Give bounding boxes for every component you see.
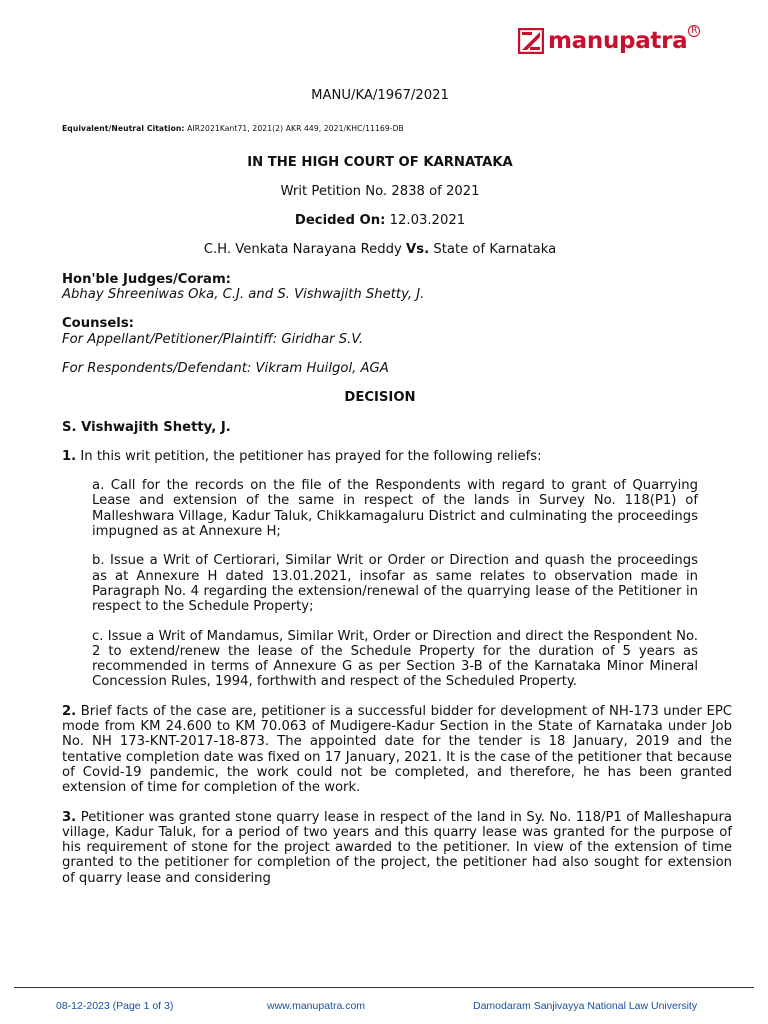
manupatra-logo[interactable] [518, 24, 700, 58]
petition-number: Writ Petition No. 2838 of 2021 [280, 183, 480, 199]
decided-on [62, 213, 698, 228]
judges-names: Abhay Shreeniwas Oka, C.J. and S. Vishwajith Shetty, J. [62, 287, 425, 303]
versus-label: Vs. [406, 242, 430, 258]
relief-c: c. Issue a Writ of Mandamus, Similar Writ, Order or Direction and direct the Respondent No. 2 to extend/renew the lease of the Schedule Property for the duration of 5 years as recommended in terms of Annexure G as per Section 3-B of the Karnataka Minor Mineral Concession Rules, 1994, forthwith and respect of the Scheduled Property. [92, 628, 698, 690]
decided-date: 12.03.2021 [389, 213, 466, 229]
footer-divider [14, 987, 754, 988]
relief-a: a. Call for the records on the file of the Respondents with regard to grant of Quarrying Lease and extension of the same in respect of the lands in Survey No. 118(P1) of Malleshwara Village, Kadur Taluk, Chikkamagaluru District and culminating the proceedings impugned as at Annexure H; [92, 478, 698, 540]
paragraph-text: In this writ petition, the petitioner has prayed for the following reliefs: [76, 448, 542, 464]
registered-mark: R [688, 25, 700, 37]
judges-heading: Hon'ble Judges/Coram: [62, 271, 231, 287]
case-parties [62, 242, 698, 257]
paragraph-3 [62, 810, 732, 886]
footer-website-link[interactable]: www.manupatra.com [267, 1000, 366, 1012]
document-body [62, 86, 732, 886]
equivalent-citation [62, 121, 698, 136]
equivalent-citation-value: AIR2021Kant71, 2021(2) AKR 449, 2021/KHC/11169-DB [187, 124, 404, 134]
logo-wordmark: manupatra [548, 28, 688, 54]
respondent-name: State of Karnataka [433, 242, 557, 258]
decided-label: Decided On: [294, 213, 386, 229]
petitioner-name: C.H. Venkata Narayana Reddy [203, 242, 402, 258]
equivalent-citation-label: Equivalent/Neutral Citation: [62, 124, 185, 134]
manupatra-logo-mark-icon [518, 28, 544, 54]
paragraph-2 [62, 704, 732, 796]
decision-heading: DECISION [344, 390, 416, 406]
citation-number: MANU/KA/1967/2021 [311, 88, 449, 103]
paragraph-number: 2. [62, 703, 77, 719]
counsels-heading: Counsels: [62, 316, 134, 332]
judgment-author: S. Vishwajith Shetty, J. [62, 419, 231, 435]
footer-page-info: 08-12-2023 (Page 1 of 3) [56, 1000, 174, 1012]
paragraph-text: Brief facts of the case are, petitioner is a successful bidder for development of NH-173 under EPC mode from KM 24.600 to KM 70.063 of Mudigere-Kadur Section in the State of Karnataka under Job No. NH 173-KNT-2017-18-873. The appointed date for the tender is 18 January, 2019 and the tentative completion date was fixed on 17 January, 2021. It is the case of the petitioner that because of Covid-19 pandemic, the work could not be completed, and therefore, he has been granted extension of time for completion of the work. [62, 703, 732, 796]
paragraph-number: 3. [62, 809, 77, 825]
paragraph-number: 1. [62, 448, 77, 464]
footer-institution: Damodaram Sanjivayya National Law University [473, 1000, 698, 1012]
paragraph-1 [62, 449, 698, 464]
relief-b: b. Issue a Writ of Certiorari, Similar Writ or Order or Direction and quash the proceedings as at Annexure H dated 13.01.2021, insofar as same relates to observation made in Paragraph No. 4 regarding the extension/renewal of the quarrying lease of the Petitioner in respect to the Schedule Property; [92, 553, 698, 615]
counsel-respondent: For Respondents/Defendant: Vikram Huilgol, AGA [62, 360, 389, 376]
court-name: IN THE HIGH COURT OF KARNATAKA [247, 154, 513, 170]
paragraph-text: Petitioner was granted stone quarry lease in respect of the land in Sy. No. 118/P1 of Malleshapura village, Kadur Taluk, for a period of two years and this quarry lease was granted for the purpose of his requirement of stone for the project awarded to the petitioner. In view of the extension of time granted to the petitioner for completion of the project, the petitioner had also sought for extension of quarry lease and considering [62, 809, 732, 886]
counsel-appellant: For Appellant/Petitioner/Plaintiff: Giridhar S.V. [62, 331, 364, 347]
